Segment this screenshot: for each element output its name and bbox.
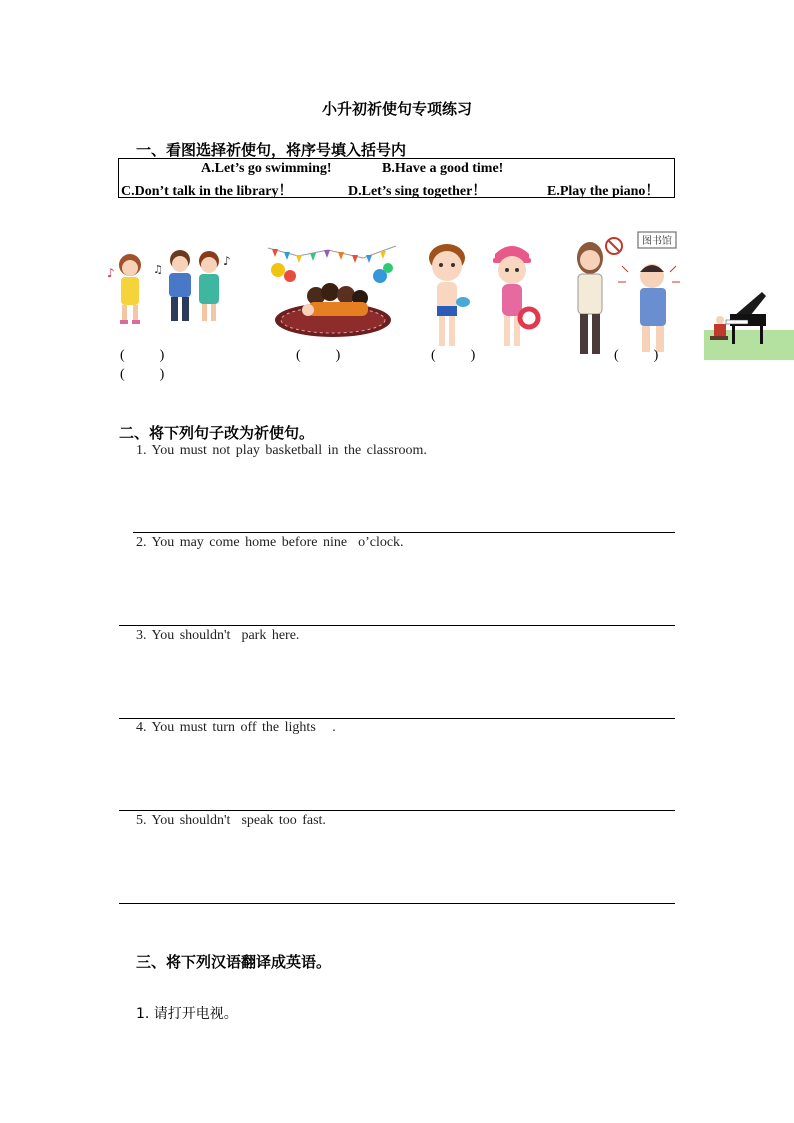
- answer-paren-1[interactable]: ( ): [120, 348, 165, 363]
- question-3: 3. You shouldn't park here.: [136, 628, 300, 643]
- answer-paren-3[interactable]: ( ): [431, 348, 476, 363]
- svg-text:♪: ♪: [107, 266, 115, 280]
- section2-heading: 二、将下列句子改为祈使句。: [119, 424, 315, 442]
- question-5: 5. You shouldn't speak too fast.: [136, 813, 326, 828]
- translation-question-1: 1. 请打开电视。: [136, 1006, 238, 1022]
- option-e: E.Play the piano！: [547, 184, 660, 199]
- answer-paren-2[interactable]: ( ): [296, 348, 341, 363]
- answer-paren-4[interactable]: ( ): [614, 348, 659, 363]
- options-box: [118, 158, 675, 198]
- answer-line-4[interactable]: [119, 810, 675, 811]
- section1-heading: 一、看图选择祈使句，将序号填入括号内: [136, 141, 407, 159]
- option-a: A.Let’s go swimming!: [201, 161, 332, 176]
- answer-line-5[interactable]: [119, 903, 675, 904]
- answer-line-2[interactable]: [119, 625, 675, 626]
- answer-line-1[interactable]: [133, 532, 675, 533]
- option-d: D.Let’s sing together！: [348, 184, 487, 199]
- question-4: 4. You must turn off the lights .: [136, 720, 336, 735]
- section3-heading: 三、将下列汉语翻译成英语。: [136, 953, 332, 971]
- answer-paren-5[interactable]: ( ): [120, 367, 165, 382]
- svg-text:♫: ♫: [153, 263, 163, 276]
- page-title: 小升初祈使句专项练习: [321, 100, 472, 118]
- svg-text:♪: ♪: [223, 254, 231, 268]
- question-1: 1. You must not play basketball in the classroom.: [136, 443, 427, 458]
- library-sign-text: 图书馆: [642, 236, 672, 247]
- option-c: C.Don’t talk in the library！: [121, 184, 293, 199]
- option-b: B.Have a good time!: [382, 161, 504, 176]
- party-image: [268, 240, 398, 340]
- question-2: 2. You may come home before nine o’clock.: [136, 535, 404, 550]
- library-scene-image: [572, 232, 690, 360]
- swimming-kids-image: [415, 240, 545, 352]
- singing-children-image: [105, 245, 240, 330]
- piano-image: [704, 290, 794, 360]
- answer-line-3[interactable]: [119, 718, 675, 719]
